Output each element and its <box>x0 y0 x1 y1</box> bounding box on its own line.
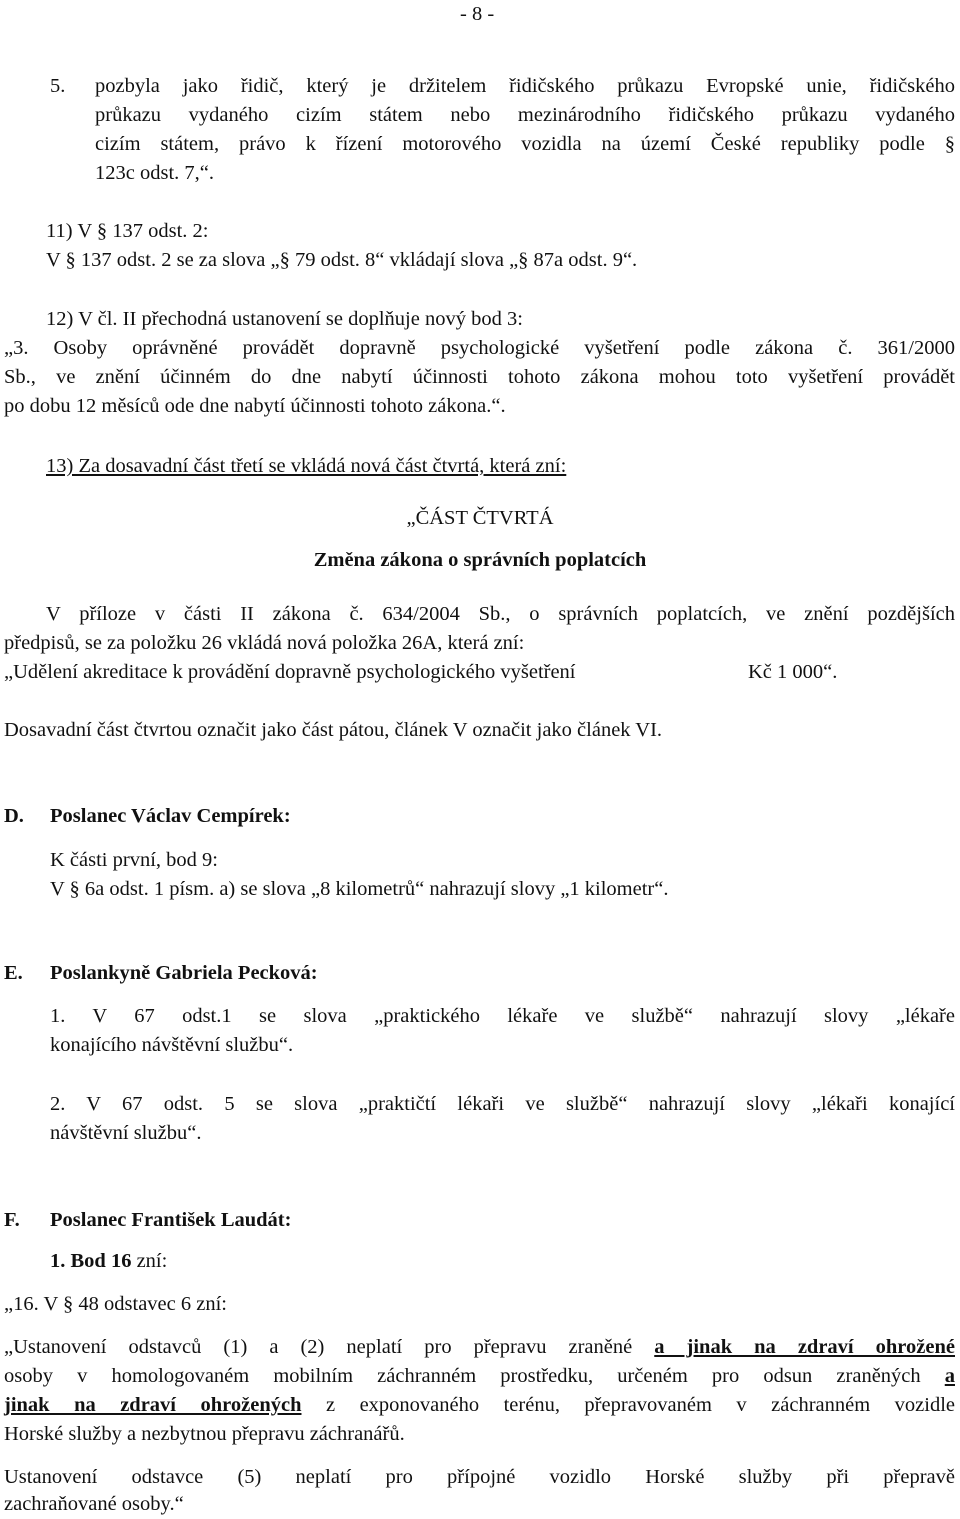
para1-line-2-underlined: a <box>944 1365 955 1387</box>
p12-line-3: po dobu 12 měsíců ode dne nabytí účinnosti tohoto zákona.“. <box>4 395 506 417</box>
para1-line-1-underlined: a jinak na zdraví ohrožené <box>654 1336 955 1358</box>
fee-item: „Udělení akreditace k provádění dopravně psychologického vyšetření <box>4 661 576 683</box>
fee-amount: Kč 1 000“. <box>748 661 838 683</box>
sectionE-name: Poslankyně Gabriela Pecková: <box>50 962 318 984</box>
p11-text: V § 137 odst. 2 se za slova „§ 79 odst. 8“ vkládají slova „§ 87a odst. 9“. <box>46 249 638 271</box>
sectionF-para1-line-4: Horské služby a nezbytnou přepravu záchranářů. <box>4 1423 405 1445</box>
sectionF-para1-line-1 <box>4 1333 955 1362</box>
sectionE-item2-line-1 <box>50 1090 955 1119</box>
p13-line-2: předpisů, se za položku 26 vkládá nová položka 26A, která zní: <box>4 632 525 654</box>
item5-line-3: cizím státem, právo k řízení motorového vozidla na území České republiky podle § <box>95 133 955 155</box>
sectionE-item2-text: V 67 odst. 5 se slova „praktičtí lékaři ve službě“ nahrazují slovy „lékaři konající <box>86 1093 955 1115</box>
sectionD-line-1: K části první, bod 9: <box>50 849 218 871</box>
sectionF-name: Poslanec František Laudát: <box>50 1209 292 1231</box>
para1-line-3-underlined: jinak na zdraví ohrožených <box>4 1394 302 1416</box>
item5-line-2: průkazu vydaného cizím státem nebo mezinárodního řidičského průkazu vydaného <box>95 104 955 126</box>
p13-final: Dosavadní část čtvrtou označit jako část pátou, článek V označit jako článek VI. <box>4 719 663 741</box>
sectionF-para1-line-3 <box>4 1391 955 1420</box>
sectionE-item1-number: 1. <box>50 1005 66 1027</box>
p13-heading: 13) Za dosavadní část třetí se vkládá nová část čtvrtá, která zní: <box>46 455 567 477</box>
sectionF-quote-intro: „16. V § 48 odstavec 6 zní: <box>4 1293 227 1315</box>
para1-line-1-text: „Ustanovení odstavců (1) a (2) neplatí pro přepravu zraněné <box>4 1336 655 1358</box>
sectionE-item2-line-2: návštěvní službu“. <box>50 1122 202 1144</box>
sectionE-item2-number: 2. <box>50 1093 66 1115</box>
p13-line-1: V příloze v části II zákona č. 634/2004 Sb., o správních poplatcích, ve znění pozdějších <box>46 603 955 625</box>
p11-heading: 11) V § 137 odst. 2: <box>46 220 209 242</box>
item5-line-1: pozbyla jako řidič, který je držitelem řidičského průkazu Evropské unie, řidičského <box>95 75 955 97</box>
item5-line-4: 123c odst. 7,“. <box>95 162 214 184</box>
para1-line-3-text: z exponovaného terénu, přepravovaném v záchranném vozidle <box>301 1394 956 1416</box>
part-subtitle: Změna zákona o správních poplatcích <box>313 549 647 571</box>
item5-number: 5. <box>50 75 66 97</box>
sectionD-name: Poslanec Václav Cempírek: <box>50 805 291 827</box>
sectionE-item1-line-2: konajícího návštěvní službu“. <box>50 1034 294 1056</box>
p12-heading: 12) V čl. II přechodná ustanovení se doplňuje nový bod 3: <box>46 308 523 330</box>
sectionF-para2-line-1: Ustanovení odstavce (5) neplatí pro přípojné vozidlo Horské služby při přepravě <box>4 1466 955 1488</box>
page-number: - 8 - <box>460 3 495 25</box>
sectionF-letter: F. <box>4 1209 20 1231</box>
p12-line-2: Sb., ve znění účinném do dne nabytí účinnosti tohoto zákona mohou toto vyšetření provádět <box>4 366 955 388</box>
sectionE-letter: E. <box>4 962 23 984</box>
sectionD-line-2: V § 6a odst. 1 písm. a) se slova „8 kilometrů“ nahrazují slovy „1 kilometr“. <box>50 878 669 900</box>
sectionE-item1-line-1 <box>50 1002 955 1031</box>
sectionF-para2-line-2: zachraňované osoby.“ <box>4 1493 184 1515</box>
sectionF-bod-number: 1. Bod 16 <box>50 1250 132 1272</box>
sectionF-bod <box>50 1247 167 1276</box>
sectionF-para1-line-2 <box>4 1362 955 1391</box>
sectionF-bod-rest: zní: <box>131 1250 168 1272</box>
p12-line-1: „3. Osoby oprávněné provádět dopravně psychologické vyšetření podle zákona č. 361/2000 <box>4 337 955 359</box>
sectionD-letter: D. <box>4 805 24 827</box>
para1-line-2-text: osoby v homologovaném mobilním záchranném prostředku, určeném pro odsun zraněných <box>4 1365 945 1387</box>
part-title: „ČÁST ČTVRTÁ <box>406 507 554 529</box>
sectionE-item1-text: V 67 odst.1 se slova „praktického lékaře ve službě“ nahrazují slovy „lékaře <box>92 1005 955 1027</box>
